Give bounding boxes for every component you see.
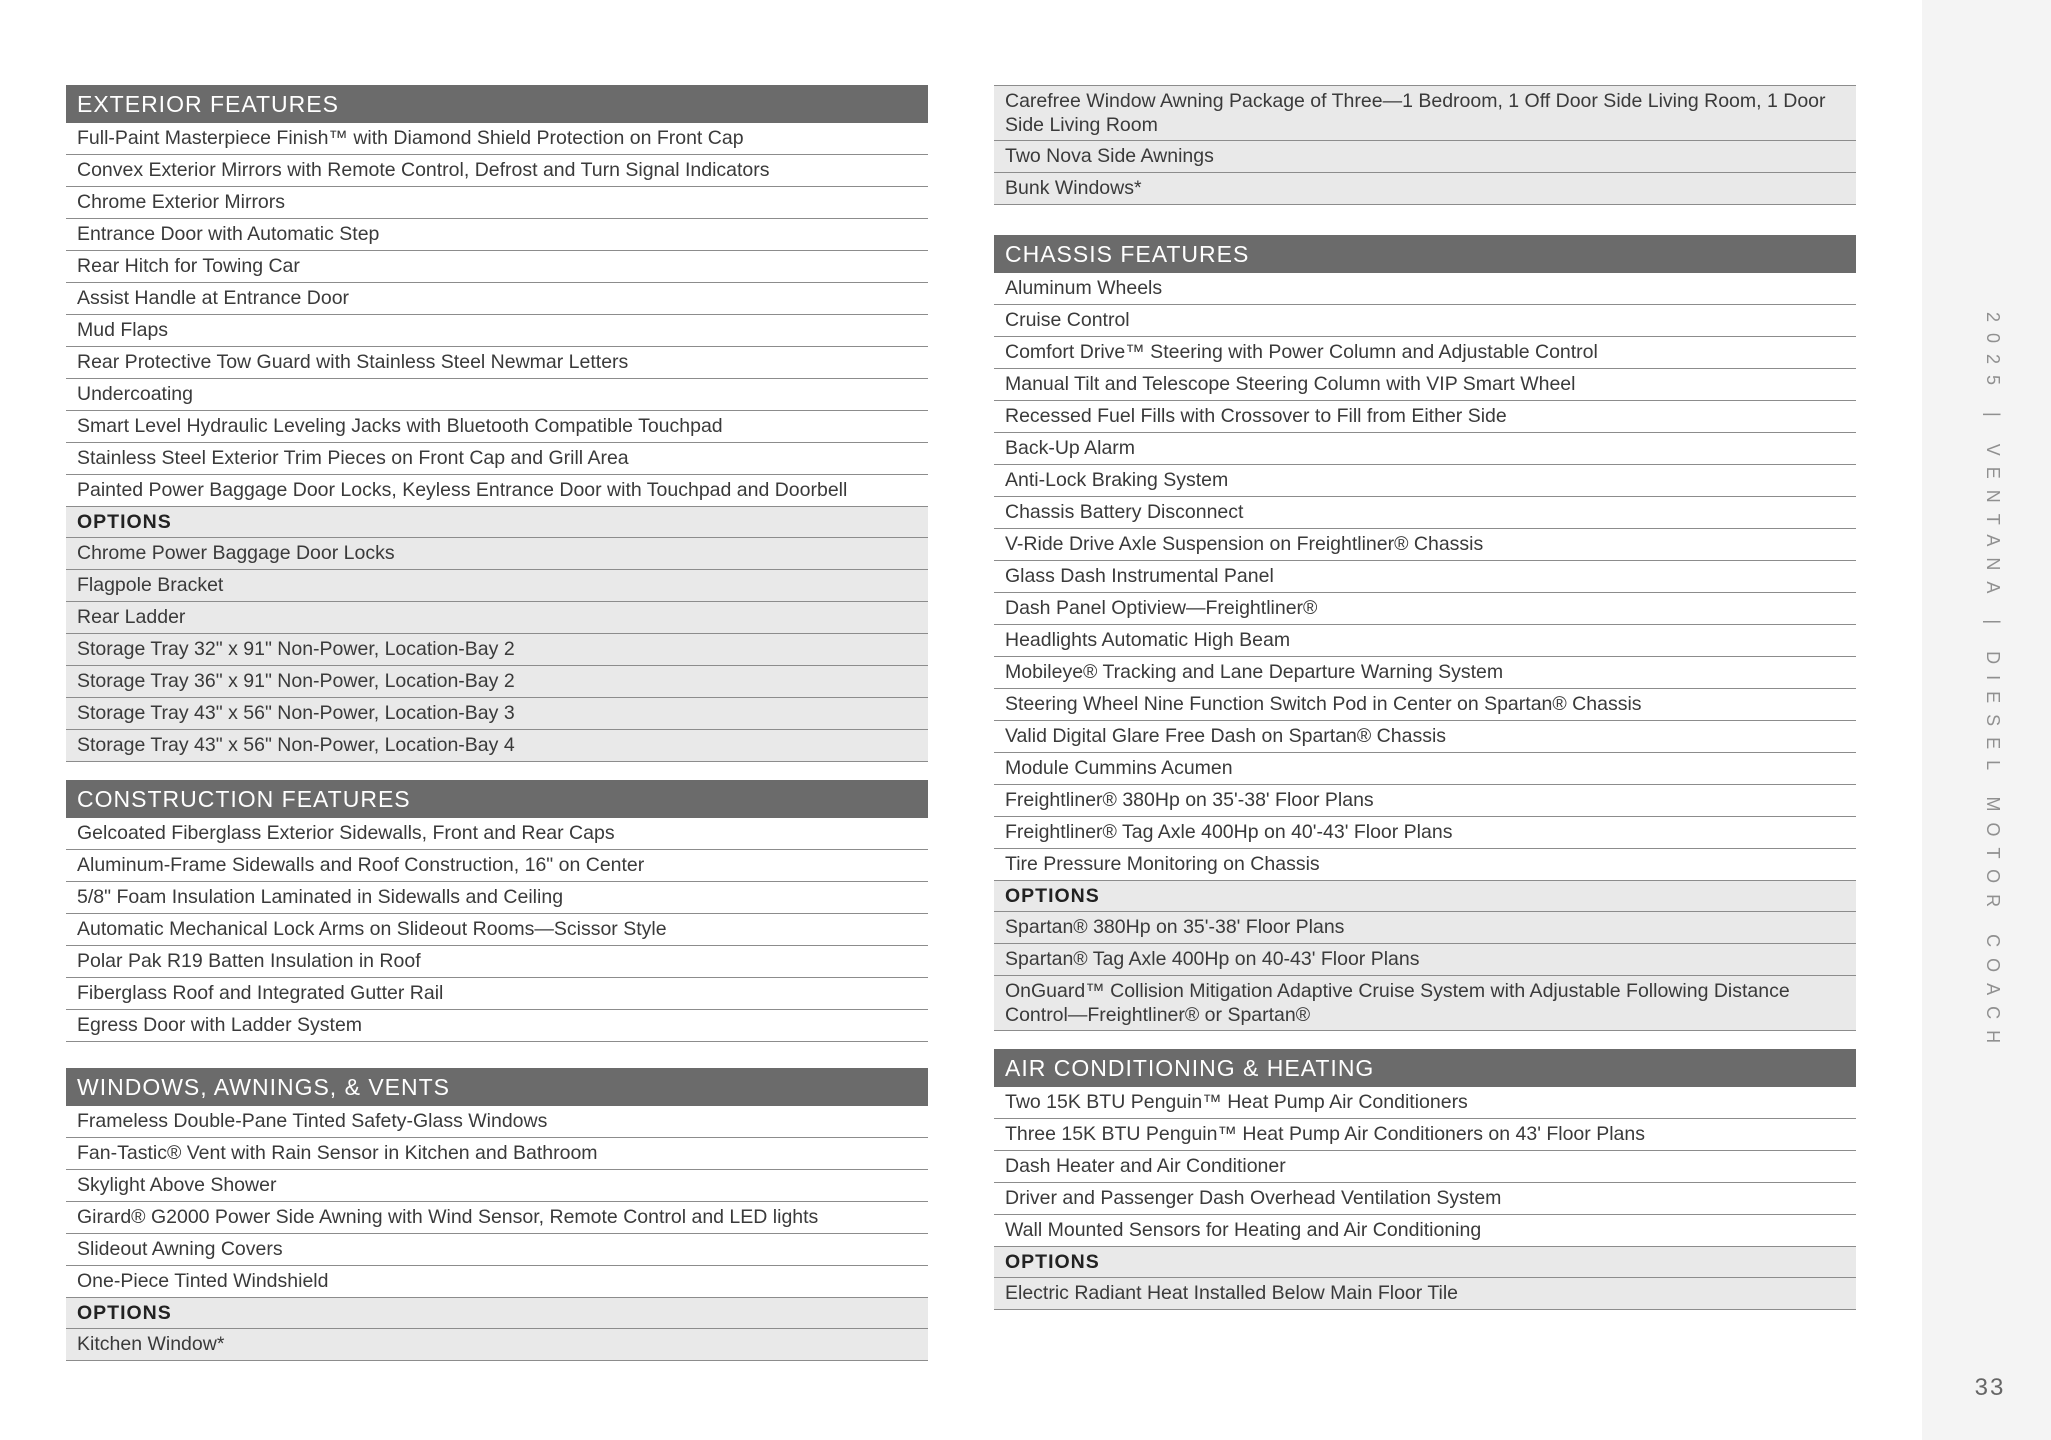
feature-row: Chrome Exterior Mirrors (66, 187, 928, 219)
options-list (994, 912, 1856, 1031)
option-row: Kitchen Window* (66, 1329, 928, 1361)
option-row: Storage Tray 36" x 91" Non-Power, Location-Bay 2 (66, 666, 928, 698)
side-running-title: 2025 | VENTANA | DIESEL MOTOR COACH (1983, 312, 2003, 1055)
feature-row: Smart Level Hydraulic Leveling Jacks with Bluetooth Compatible Touchpad (66, 411, 928, 443)
feature-list (994, 273, 1856, 881)
section-header-chassis: CHASSIS FEATURES (994, 235, 1856, 273)
feature-row: Automatic Mechanical Lock Arms on Slideout Rooms—Scissor Style (66, 914, 928, 946)
section-header-construction: CONSTRUCTION FEATURES (66, 780, 928, 818)
exterior-features-section (66, 85, 928, 762)
feature-row: Dash Panel Optiview—Freightliner® (994, 593, 1856, 625)
feature-row: Headlights Automatic High Beam (994, 625, 1856, 657)
feature-row: Undercoating (66, 379, 928, 411)
feature-row: Valid Digital Glare Free Dash on Spartan® Chassis (994, 721, 1856, 753)
feature-row: Aluminum Wheels (994, 273, 1856, 305)
feature-row: Back-Up Alarm (994, 433, 1856, 465)
feature-row: Anti-Lock Braking System (994, 465, 1856, 497)
option-row: Storage Tray 43" x 56" Non-Power, Location-Bay 4 (66, 730, 928, 762)
feature-list (66, 1106, 928, 1298)
feature-row: Three 15K BTU Penguin™ Heat Pump Air Conditioners on 43' Floor Plans (994, 1119, 1856, 1151)
feature-list (66, 818, 928, 1042)
feature-row: Two 15K BTU Penguin™ Heat Pump Air Conditioners (994, 1087, 1856, 1119)
feature-row: Entrance Door with Automatic Step (66, 219, 928, 251)
feature-row: Freightliner® Tag Axle 400Hp on 40'-43' Floor Plans (994, 817, 1856, 849)
option-row: Two Nova Side Awnings (994, 141, 1856, 173)
options-label: OPTIONS (66, 1298, 928, 1329)
feature-row: Chassis Battery Disconnect (994, 497, 1856, 529)
feature-row: One-Piece Tinted Windshield (66, 1266, 928, 1298)
options-list (994, 1278, 1856, 1310)
feature-row: Aluminum-Frame Sidewalls and Roof Construction, 16" on Center (66, 850, 928, 882)
feature-row: Dash Heater and Air Conditioner (994, 1151, 1856, 1183)
options-label: OPTIONS (994, 1247, 1856, 1278)
feature-row: Driver and Passenger Dash Overhead Ventilation System (994, 1183, 1856, 1215)
feature-row: Steering Wheel Nine Function Switch Pod in Center on Spartan® Chassis (994, 689, 1856, 721)
options-label: OPTIONS (994, 881, 1856, 912)
feature-row: Mud Flaps (66, 315, 928, 347)
option-row: Flagpole Bracket (66, 570, 928, 602)
feature-row: Rear Protective Tow Guard with Stainless Steel Newmar Letters (66, 347, 928, 379)
option-row: OnGuard™ Collision Mitigation Adaptive Cruise System with Adjustable Following Distance Control—Freightliner® or Spartan® (994, 976, 1856, 1031)
feature-row: Comfort Drive™ Steering with Power Column and Adjustable Control (994, 337, 1856, 369)
feature-row: Stainless Steel Exterior Trim Pieces on Front Cap and Grill Area (66, 443, 928, 475)
section-header-ac: AIR CONDITIONING & HEATING (994, 1049, 1856, 1087)
options-list (66, 538, 928, 762)
feature-row: 5/8" Foam Insulation Laminated in Sidewalls and Ceiling (66, 882, 928, 914)
page-number: 33 (1974, 1374, 2006, 1401)
option-row: Chrome Power Baggage Door Locks (66, 538, 928, 570)
construction-features-section (66, 780, 928, 1042)
option-row: Spartan® 380Hp on 35'-38' Floor Plans (994, 912, 1856, 944)
feature-list (66, 123, 928, 507)
feature-row: Frameless Double-Pane Tinted Safety-Glass Windows (66, 1106, 928, 1138)
air-conditioning-heating-section (994, 1049, 1856, 1310)
option-row: Rear Ladder (66, 602, 928, 634)
option-row: Electric Radiant Heat Installed Below Main Floor Tile (994, 1278, 1856, 1310)
feature-row: Freightliner® 380Hp on 35'-38' Floor Plans (994, 785, 1856, 817)
options-list (66, 1329, 928, 1361)
feature-row: Skylight Above Shower (66, 1170, 928, 1202)
feature-row: Assist Handle at Entrance Door (66, 283, 928, 315)
feature-row: Egress Door with Ladder System (66, 1010, 928, 1042)
feature-row: Slideout Awning Covers (66, 1234, 928, 1266)
feature-row: Glass Dash Instrumental Panel (994, 561, 1856, 593)
feature-list (994, 1087, 1856, 1247)
feature-row: Module Cummins Acumen (994, 753, 1856, 785)
feature-row: Girard® G2000 Power Side Awning with Wind Sensor, Remote Control and LED lights (66, 1202, 928, 1234)
feature-row: Rear Hitch for Towing Car (66, 251, 928, 283)
feature-row: Gelcoated Fiberglass Exterior Sidewalls, Front and Rear Caps (66, 818, 928, 850)
option-row: Carefree Window Awning Package of Three—1 Bedroom, 1 Off Door Side Living Room, 1 Door Side Living Room (994, 86, 1856, 141)
feature-row: Convex Exterior Mirrors with Remote Control, Defrost and Turn Signal Indicators (66, 155, 928, 187)
feature-row: Fiberglass Roof and Integrated Gutter Rail (66, 978, 928, 1010)
options-label: OPTIONS (66, 507, 928, 538)
feature-row: Recessed Fuel Fills with Crossover to Fill from Either Side (994, 401, 1856, 433)
option-row: Spartan® Tag Axle 400Hp on 40-43' Floor Plans (994, 944, 1856, 976)
option-row: Bunk Windows* (994, 173, 1856, 205)
feature-row: Polar Pak R19 Batten Insulation in Roof (66, 946, 928, 978)
section-header-exterior: EXTERIOR FEATURES (66, 85, 928, 123)
option-row: Storage Tray 43" x 56" Non-Power, Location-Bay 3 (66, 698, 928, 730)
feature-row: Cruise Control (994, 305, 1856, 337)
option-row: Storage Tray 32" x 91" Non-Power, Location-Bay 2 (66, 634, 928, 666)
feature-row: Mobileye® Tracking and Lane Departure Warning System (994, 657, 1856, 689)
feature-row: Manual Tilt and Telescope Steering Column with VIP Smart Wheel (994, 369, 1856, 401)
feature-row: Full-Paint Masterpiece Finish™ with Diamond Shield Protection on Front Cap (66, 123, 928, 155)
section-header-windows: WINDOWS, AWNINGS, & VENTS (66, 1068, 928, 1106)
feature-row: V-Ride Drive Axle Suspension on Freightliner® Chassis (994, 529, 1856, 561)
windows-options-continued (994, 85, 1856, 205)
feature-row: Painted Power Baggage Door Locks, Keyless Entrance Door with Touchpad and Doorbell (66, 475, 928, 507)
windows-awnings-vents-section (66, 1068, 928, 1361)
feature-row: Tire Pressure Monitoring on Chassis (994, 849, 1856, 881)
chassis-features-section (994, 235, 1856, 1031)
feature-row: Fan-Tastic® Vent with Rain Sensor in Kitchen and Bathroom (66, 1138, 928, 1170)
feature-row: Wall Mounted Sensors for Heating and Air Conditioning (994, 1215, 1856, 1247)
